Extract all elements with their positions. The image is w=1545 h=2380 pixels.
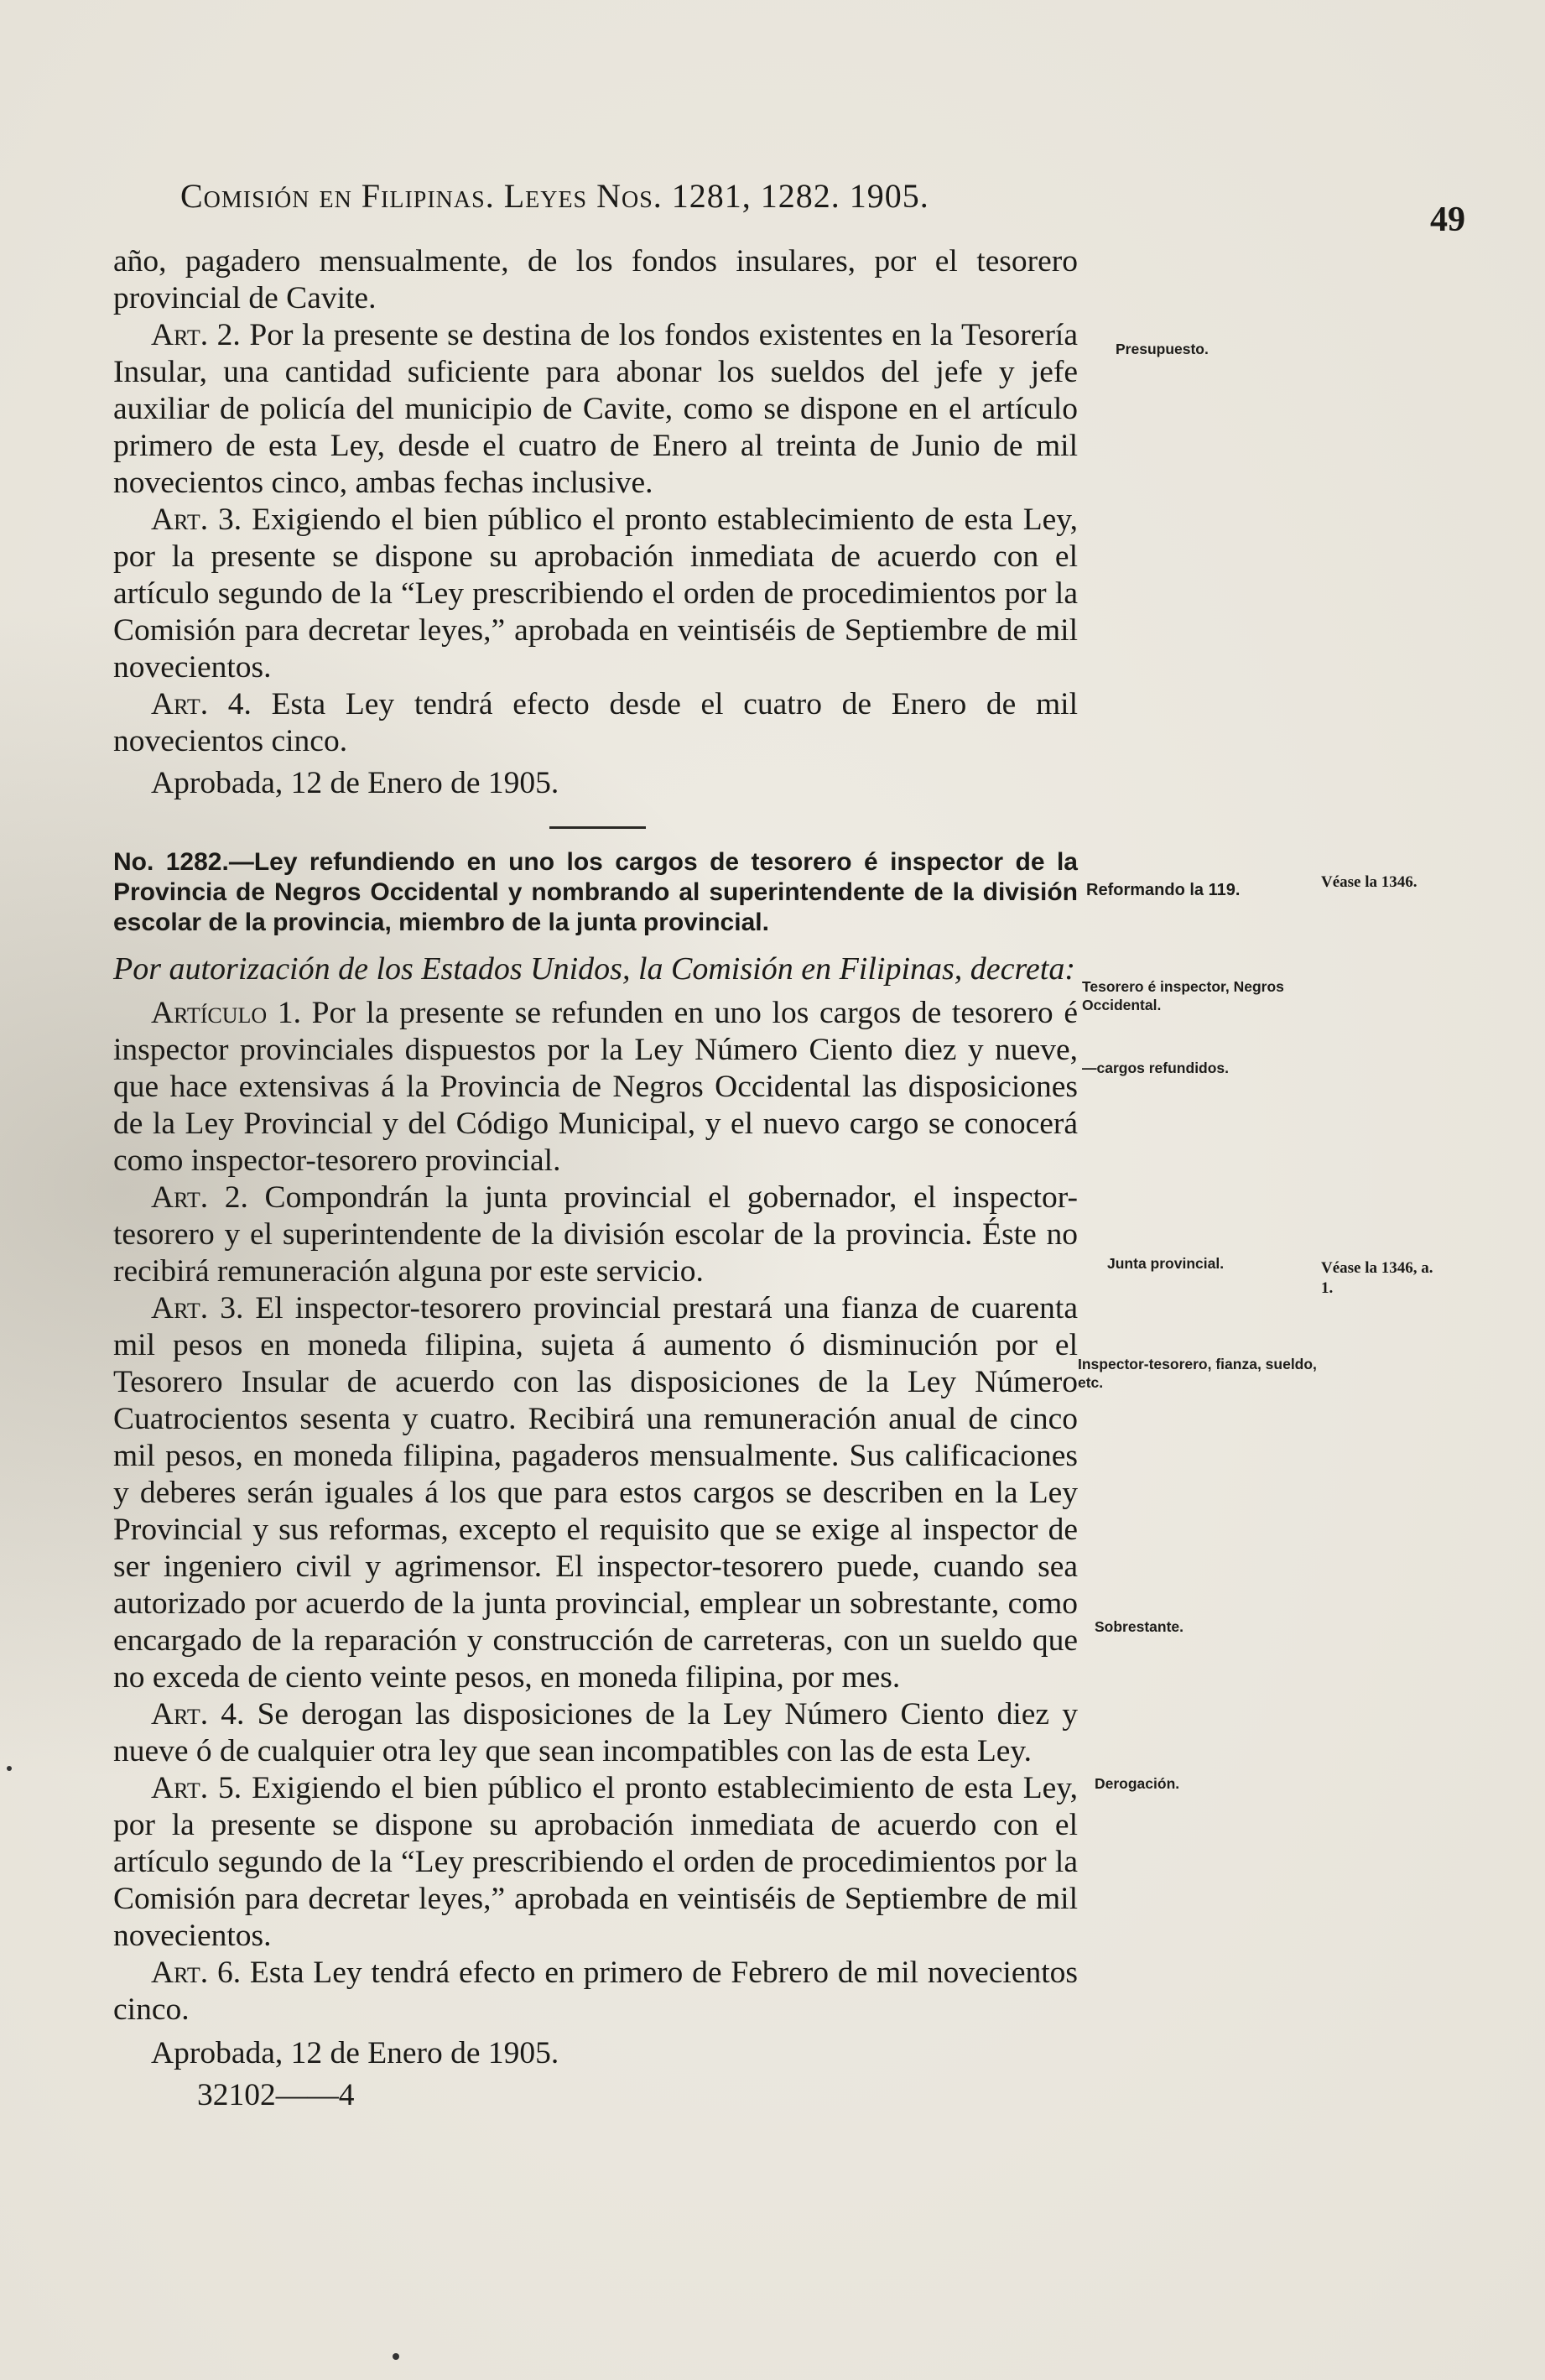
margin-note-vease-1346: Véase la 1346. — [1321, 873, 1418, 891]
margin-note-inspector-tesorero: Inspector-tesorero, fianza, sueldo, etc. — [1078, 1356, 1317, 1391]
margin-note-tesorero-inspector: Tesorero é inspector, Negros Occidental. — [1082, 978, 1284, 1013]
article-text: Exigiendo el bien público el pronto establecimiento de esta Ley, por la presente se dispone su aprobación inmediata de acuerdo con el artículo segundo de la “Ley prescribiendo el orden de procedimientos por la Comisión para decretar leyes,” aprobada en veintiséis de Septiembre de mil novecientos. — [113, 503, 1078, 685]
article-label: Art. 6. — [151, 1956, 242, 1990]
margin-note-derogacion: Derogación. — [1095, 1775, 1180, 1792]
margin-note-vease-1346-a1: Véase la 1346, a. 1. — [1321, 1259, 1433, 1297]
margin-note-cargos-refundidos: —cargos refundidos. — [1082, 1060, 1230, 1076]
article-label: Artículo 1. — [151, 996, 301, 1030]
article-4 — [113, 1696, 1078, 1770]
law-title: No. 1282.—Ley refundiendo en uno los cargos de tesorero é inspector de la Provincia de Negros Occidental y nombrando al superintendente de la división escolar de la provincia, miembro de la junta provincial. — [113, 848, 1078, 936]
article-label: Art. 4. — [151, 1697, 245, 1732]
paragraph: año, pagadero mensualmente, de los fondos insulares, por el tesorero provincial de Cavite. — [113, 244, 1078, 315]
law-1282 — [113, 847, 1078, 2114]
article-label: Art. 3. — [151, 1291, 244, 1325]
article-text: Se derogan las disposiciones de la Ley Número Ciento diez y nueve ó de cualquier otra ley que sean incompatibles con las de esta Ley. — [113, 1697, 1078, 1768]
article-text: Compondrán la junta provincial el gobernador, el inspector-tesorero y el superintendente de la división escolar de la provincia. Éste no recibirá remuneración alguna por este servicio. — [113, 1180, 1078, 1289]
running-header: Comisión en Filipinas. Leyes Nos. 1281, 1282. 1905. — [180, 177, 929, 215]
section-divider — [549, 826, 646, 829]
approval-date: Aprobada, 12 de Enero de 1905. — [151, 2036, 559, 2070]
scan-speck — [393, 2353, 399, 2360]
margin-note-reformando: Reformando la 119. — [1086, 881, 1241, 899]
article-2 — [113, 1180, 1078, 1290]
scan-speck — [7, 1766, 12, 1771]
article-text: Por la presente se refunden en uno los cargos de tesorero é inspector provinciales dispuestos por la Ley Número Ciento diez y nueve, que hace extensivas á la Provincia de Negros Occidental las disposiciones de la Ley Provincial y del Código Municipal, y el nuevo cargo se conocerá como inspector-tesorero provincial. — [113, 996, 1078, 1178]
article-2 — [113, 317, 1078, 502]
article-3 — [113, 502, 1078, 686]
article-text: Esta Ley tendrá efecto en primero de Febrero de mil novecientos cinco. — [113, 1956, 1078, 2027]
article-text: Esta Ley tendrá efecto desde el cuatro de Enero de mil novecientos cinco. — [113, 687, 1078, 758]
article-text: Por la presente se destina de los fondos existentes en la Tesorería Insular, una cantidad suficiente para abonar los sueldos del jefe y jefe auxiliar de policía del municipio de Cavite, como se dispone en el artículo primero de esta Ley, desde el cuatro de Enero al treinta de Junio de mil novecientos cinco, ambas fechas inclusive. — [113, 318, 1078, 500]
print-code: 32102——4 — [197, 2078, 355, 2112]
article-1 — [113, 995, 1078, 1180]
article-label: Art. 5. — [151, 1771, 242, 1805]
article-text: Exigiendo el bien público el pronto establecimiento de esta Ley, por la presente se dispone su aprobación inmediata de acuerdo con el artículo segundo de la “Ley prescribiendo el orden de procedimientos por la Comisión para decretar leyes,” aprobada en veintiséis de Septiembre de mil novecientos. — [113, 1771, 1078, 1953]
article-text: El inspector-tesorero provincial prestará una fianza de cuarenta mil pesos en moneda filipina, sujeta á aumento ó disminución por el Tesorero Insular de acuerdo con las disposiciones de la Ley Número Cuatrocientos sesenta y cuatro. Recibirá una remuneración anual de cinco mil pesos, en moneda filipina, pagaderos mensualmente. Sus calificaciones y deberes serán iguales á los que para estos cargos se describen en la Ley Provincial y sus reformas, excepto el requisito que se exige al inspector de ser ingeniero civil y agrimensor. El inspector-tesorero puede, cuando sea autorizado por acuerdo de la junta provincial, emplear un sobrestante, como encargado de la reparación y construcción de carreteras, con un sueldo que no exceda de ciento veinte pesos, en moneda filipina, por mes. — [113, 1291, 1078, 1695]
margin-note-junta-provincial: Junta provincial. — [1107, 1255, 1225, 1272]
article-4 — [113, 686, 1078, 760]
enacting-clause: Por autorización de los Estados Unidos, la Comisión en Filipinas, decreta: — [113, 951, 1075, 987]
margin-note-presupuesto: Presupuesto. — [1116, 341, 1209, 357]
article-label: Art. 2. — [151, 1180, 248, 1215]
article-5 — [113, 1770, 1078, 1955]
article-label: Art. 3. — [151, 503, 242, 537]
article-label: Art. 4. — [151, 687, 252, 721]
law-1281-continuation — [113, 243, 1078, 802]
margin-note-sobrestante: Sobrestante. — [1095, 1618, 1183, 1635]
article-6 — [113, 1955, 1078, 2028]
approval-date: Aprobada, 12 de Enero de 1905. — [151, 766, 559, 800]
article-label: Art. 2. — [151, 318, 241, 352]
page-number: 49 — [1430, 201, 1465, 239]
article-3 — [113, 1290, 1078, 1696]
